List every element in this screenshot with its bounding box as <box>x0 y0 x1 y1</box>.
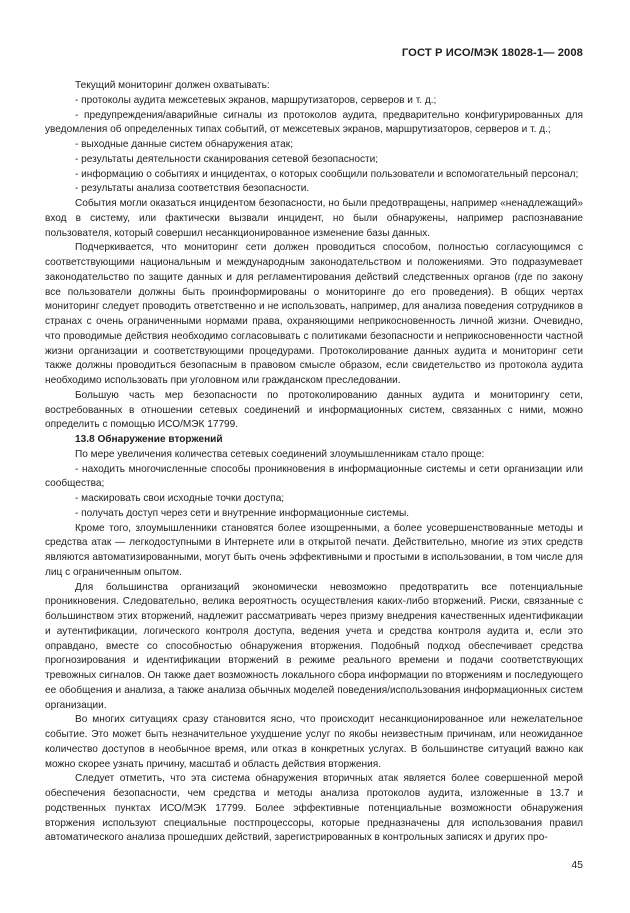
paragraph: Для большинства организаций экономически невозможно предотвратить все потенциальные проникновения. Следовательно, велика вероятность осуществления каких-либо вторжений. Риски, связанные с большинством этих вторжений, надлежит рассматривать через призму внедрения качественных идентификации и аутентификации, логического контроля доступа, ведения учета и средства контроля аудита и, если это оправдано, вместе со способностью обнаружения вторжения. Подобный подход обеспечивает средства прогнозирования и идентификации вторжений в режиме реального времени и подачи соответствующих тревожных сигналов. Он также дает возможность локального сбора информации по вторжениям и последующего ее обобщения и анализа, а также анализа обычных моделей поведения/использования информационных систем организации. <box>45 581 583 711</box>
paragraph: Во многих ситуациях сразу становится ясно, что происходит несанкционированное или нежелательное событие. Это может быть незначительное ухудшение услуг по якобы неизвестным причинам, или неожиданное количество доступов в необычное время, или отказ в конкретных услугах. В большинстве ситуаций важно как можно скорее узнать причину, масштаб и область действия вторжения. <box>45 714 583 770</box>
list-item: - информацию о событиях и инцидентах, о которых сообщили пользователи и вспомогательный персонал; <box>75 168 579 180</box>
paragraph: Кроме того, злоумышленники становятся более изощренными, а более усовершенствованные методы и средства атак — легкодоступными в Интернете или в открытой печати. Действительно, многие из этих средств являются автоматизированными, могут быть очень эффективными и простыми в использовании, в том числе для лиц с ограниченным опытом. <box>45 522 583 578</box>
list-item: - протоколы аудита межсетевых экранов, маршрутизаторов, серверов и т. д.; <box>75 94 437 106</box>
list-item: - результаты деятельности сканирования сетевой безопасности; <box>75 153 379 165</box>
paragraph: Большую часть мер безопасности по протоколированию данных аудита и мониторингу сети, востребованных в отношении сетевых соединений и информационных систем, связанных с ними, можно определить с помощью ИСО/МЭК 17799. <box>45 389 583 431</box>
list-item: - предупреждения/аварийные сигналы из протоколов аудита, предварительно конфигурированных для уведомления об определенных типах событий, от межсетевых экранов, маршрутизаторов, серверов и т. д.; <box>45 109 583 136</box>
document-header: ГОСТ Р ИСО/МЭК 18028-1— 2008 <box>401 47 583 59</box>
list-item: - результаты анализа соответствия безопасности. <box>75 183 310 195</box>
paragraph: События могли оказаться инцидентом безопасности, но были предотвращены, например «ненадлежащий» вход в систему, или фактически вызвали инцидент, но были обнаружены, например распознавание пользователя, который совершил несанкционированное изменение базы данных. <box>45 198 583 239</box>
paragraph: По мере увеличения количества сетевых соединений злоумышленникам стало проще: <box>75 448 485 460</box>
section-heading: 13.8 Обнаружение вторжений <box>75 434 223 445</box>
list-item: - выходные данные систем обнаружения атак; <box>75 139 293 150</box>
list-item: - получать доступ через сети и внутренние информационные системы. <box>75 507 410 519</box>
page-number: 45 <box>571 859 583 871</box>
document-body <box>45 79 583 846</box>
paragraph: Следует отметить, что эта система обнаружения вторичных атак является более совершенной мерой обеспечения безопасности, чем средства и методы анализа протоколов аудита, изложенные в 13.7 и родственных пунктах ИСО/МЭК 17799. Более эффективные потенциальные возможности обнаружения вторжения используют специальные постпроцессоры, которые предназначены для использования правил автоматического анализа прошедших действий, зарегистрированных в контрольных записях и других про- <box>45 773 583 844</box>
paragraph: Подчеркивается, что мониторинг сети должен проводиться способом, полностью согласующимся с соответствующими национальным и международным законодательством и положениями. Это подразумевает законодательство по защите данных и для регламентирования действий следственных органов (где по закону все пользователи должны быть проинформированы о мониторинге до его проведения). В общих чертах мониторинг следует проводить ответственно и не использовать, например, для анализа поведения сотрудников в странах с очень ограниченными нормами права, охраняющими неприкосновенность личной жизни. Очевидно, что проводимые действия необходимо согласовывать с политиками безопасности и неприкосновенности частной жизни организации и соответствующими процедурами. Протоколирование данных аудита и мониторинг сети также должны проводиться безопасным в правовом смысле образом, если свидетельство из протокола аудита необходимо использовать при уголовном или гражданском преследовании. <box>45 242 583 386</box>
list-item: - находить многочисленные способы проникновения в информационные системы и сети организации или сообщества; <box>45 463 583 490</box>
list-item: - маскировать свои исходные точки доступа; <box>75 493 285 504</box>
paragraph-intro: Текущий мониторинг должен охватывать: <box>75 80 270 91</box>
